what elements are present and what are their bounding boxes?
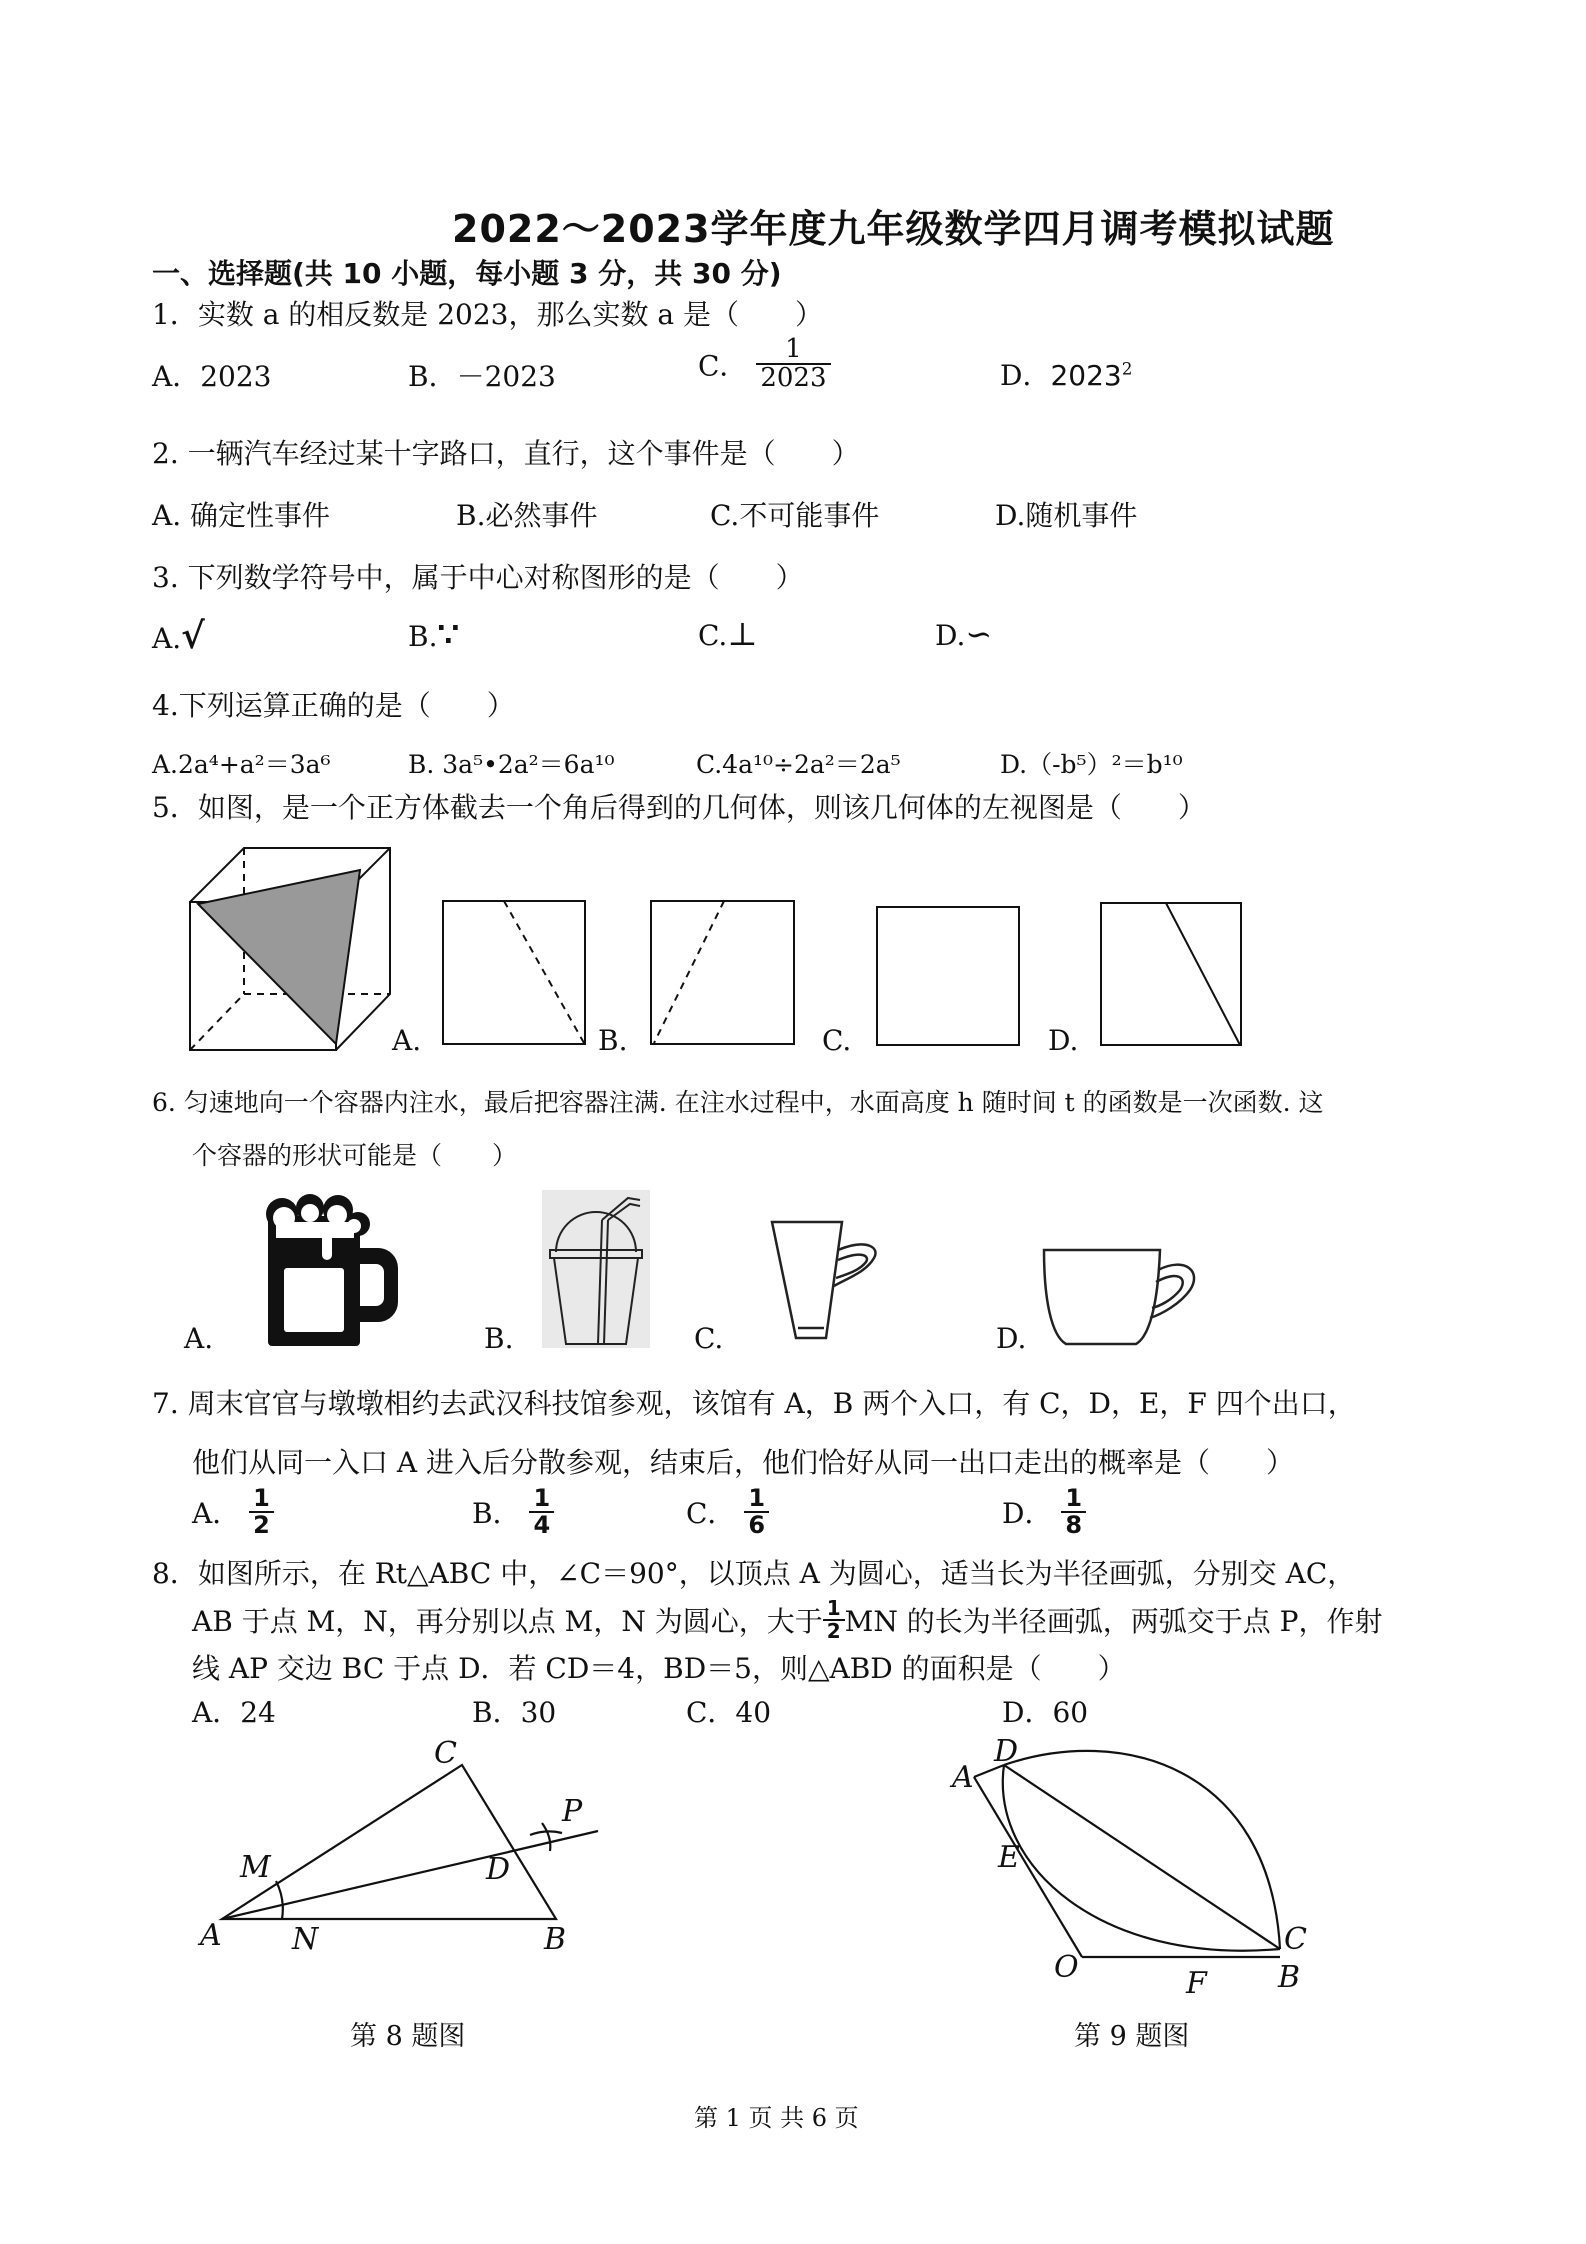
q7-c-fraction — [744, 1486, 769, 1538]
segment-dc — [1004, 1765, 1280, 1949]
q4-option-a: A.2a⁴+a²＝3a⁶ — [152, 750, 331, 779]
q4-stem: 4.下列运算正确的是（ ） — [152, 689, 515, 722]
beer-mug-icon — [262, 1196, 400, 1348]
because-symbol-icon: ∵ — [437, 615, 460, 655]
ray-ap — [222, 1831, 598, 1919]
q5-option-c: C. — [822, 1024, 852, 1057]
q7-a-denominator: 2 — [249, 1511, 274, 1538]
figure-9-caption: 第 9 题图 — [1074, 2021, 1190, 2052]
perpendicular-symbol-icon: ⊥ — [727, 615, 758, 653]
q7-d-fraction — [1061, 1486, 1086, 1538]
q6-option-a: A. — [184, 1322, 214, 1355]
q7-b-fraction — [529, 1486, 554, 1538]
q1-option-c-label: C． — [698, 349, 748, 383]
q2-option-c: C.不可能事件 — [710, 499, 880, 532]
arc-p2 — [530, 1831, 562, 1835]
cut-cube-figure — [188, 844, 398, 1054]
q6-option-d: D. — [996, 1322, 1027, 1355]
q3-option-a — [152, 615, 205, 657]
q8-stem-line1: 8．如图所示，在 Rt△ABC 中，∠C＝90°，以顶点 A 为圆心，适当长为半径画弧，分别交 AC， — [152, 1557, 1356, 1590]
q1-d-exponent: 2 — [1121, 358, 1133, 379]
q7-c-numerator: 1 — [748, 1484, 766, 1512]
arc-p1 — [542, 1823, 550, 1851]
q3-stem: 3. 下列数学符号中，属于中心对称图形的是（ ） — [152, 561, 804, 594]
q8-stem-line2-part2: MN 的长为半径画弧，两弧交于点 P，作射 — [844, 1605, 1383, 1638]
q2-option-d: D.随机事件 — [995, 499, 1138, 532]
q2-option-a: A. 确定性事件 — [152, 499, 331, 532]
q1-option-a: A．2023 — [152, 360, 272, 393]
q7-b-label: B． — [472, 1497, 521, 1531]
q5-option-a-view — [442, 900, 586, 1045]
q3-option-d — [935, 615, 992, 653]
fig9-label-a: A — [952, 1760, 974, 1795]
cube-hidden-edge — [190, 994, 244, 1050]
figure-8-triangle — [200, 1735, 610, 1970]
fig9-label-o: O — [1054, 1950, 1079, 1985]
q7-b-denominator: 4 — [529, 1511, 554, 1538]
q5-option-a: A. — [392, 1024, 422, 1057]
q7-c-label: C． — [686, 1497, 736, 1531]
q6-option-b: B. — [484, 1322, 514, 1355]
q6-option-c: C. — [694, 1322, 724, 1355]
fig8-label-n: N — [292, 1922, 319, 1957]
q7-stem-line2: 他们从同一入口 A 进入后分散参观，结束后，他们恰好从同一出口走出的概率是（ ） — [192, 1446, 1295, 1479]
q7-option-a — [192, 1486, 274, 1538]
q6-stem-line1: 6. 匀速地向一个容器内注水，最后把容器注满. 在注水过程中，水面高度 h 随时间 t 的函数是一次函数. 这 — [152, 1088, 1324, 1117]
fig8-label-p: P — [562, 1794, 583, 1829]
q8-option-a: A．24 — [192, 1696, 276, 1729]
fig8-label-d: D — [486, 1852, 511, 1887]
figure-9-arcs — [950, 1735, 1330, 2005]
figure-8-caption: 第 8 题图 — [350, 2021, 466, 2052]
q8-stem-line2-part1: AB 于点 M，N，再分别以点 M，N 为圆心，大于 — [192, 1605, 823, 1638]
q7-a-label: A． — [192, 1497, 241, 1531]
teacup-icon — [1042, 1244, 1198, 1348]
q8-stem-line2 — [192, 1598, 1382, 1642]
q4-option-b: B. 3a⁵•2a²＝6a¹⁰ — [408, 750, 615, 779]
q5-stem: 5．如图，是一个正方体截去一个角后得到的几何体，则该几何体的左视图是（ ） — [152, 791, 1206, 824]
q7-option-b — [472, 1486, 554, 1538]
q7-d-label: D． — [1002, 1497, 1053, 1531]
q1-stem: 1．实数 a 的相反数是 2023，那么实数 a 是（ ） — [152, 298, 823, 331]
plastic-cup-icon — [542, 1190, 650, 1348]
fig9-label-f: F — [1186, 1966, 1207, 2001]
fig8-label-b: B — [544, 1922, 567, 1957]
q2-stem: 2. 一辆汽车经过某十字路口，直行，这个事件是（ ） — [152, 437, 860, 470]
fig9-label-d: D — [994, 1734, 1019, 1769]
q8-half-fraction — [823, 1598, 845, 1642]
q1-option-d — [1000, 354, 1132, 394]
q7-stem-line1: 7. 周末官官与墩墩相约去武汉科技馆参观，该馆有 A，B 两个入口，有 C，D，E，F 四个出口， — [152, 1387, 1356, 1420]
q7-a-fraction — [249, 1486, 274, 1538]
q5-option-d: D. — [1048, 1024, 1079, 1057]
q8-option-c: C．40 — [686, 1696, 772, 1729]
fig9-label-c: C — [1284, 1922, 1307, 1957]
q6-stem-line2: 个容器的形状可能是（ ） — [192, 1141, 518, 1170]
segment-ao — [974, 1777, 1082, 1957]
page-title: 2022～2023学年度九年级数学四月调考模拟试题 — [452, 207, 1335, 251]
q7-a-numerator: 1 — [253, 1484, 270, 1512]
triangle-abc — [222, 1765, 556, 1919]
sqrt-symbol-icon: √ — [181, 615, 205, 657]
q7-c-denominator: 6 — [744, 1511, 769, 1538]
similar-symbol-icon: ∽ — [965, 615, 993, 653]
q1-c-denominator: 2023 — [756, 363, 830, 392]
q1-option-d-label: D． — [1000, 359, 1051, 392]
q7-d-numerator: 1 — [1065, 1484, 1083, 1512]
page-footer: 第 1 页 共 6 页 — [694, 2104, 859, 2132]
q7-option-c — [686, 1486, 769, 1538]
fig9-label-e: E — [998, 1840, 1020, 1875]
q8-stem-line3: 线 AP 交边 BC 于点 D．若 CD＝4，BD＝5，则△ABD 的面积是（ ） — [192, 1652, 1126, 1685]
q3-b-label: B. — [408, 620, 438, 653]
fig8-label-c: C — [434, 1736, 457, 1771]
q8-half-numerator: 1 — [826, 1596, 841, 1620]
q5-option-c-view — [876, 906, 1020, 1046]
q7-b-numerator: 1 — [533, 1484, 551, 1512]
q1-c-numerator: 1 — [785, 334, 802, 364]
tapered-cup-icon — [770, 1220, 882, 1348]
q5-option-b-view — [650, 900, 795, 1045]
q3-option-b — [408, 615, 459, 655]
q7-option-d — [1002, 1486, 1086, 1538]
fig8-label-a: A — [200, 1918, 222, 1953]
q1-option-b: B．－2023 — [408, 360, 556, 393]
arc-mn — [276, 1881, 283, 1919]
q3-option-c — [698, 615, 757, 653]
q7-d-denominator: 8 — [1061, 1511, 1086, 1538]
fig9-label-b: B — [1278, 1960, 1301, 1995]
q8-half-denominator: 2 — [823, 1619, 845, 1642]
q8-option-d: D．60 — [1002, 1696, 1089, 1729]
q1-d-base: 2023 — [1050, 359, 1122, 392]
q4-option-c: C.4a¹⁰÷2a²＝2a⁵ — [696, 750, 901, 779]
q3-d-label: D. — [935, 619, 966, 652]
q1-option-c — [698, 336, 831, 393]
q3-c-label: C. — [698, 619, 728, 652]
q3-a-label: A. — [152, 622, 182, 655]
q8-option-b: B．30 — [472, 1696, 557, 1729]
q1-option-c-fraction — [756, 336, 830, 393]
section-heading: 一、选择题(共 10 小题，每小题 3 分，共 30 分) — [152, 257, 782, 290]
q5-option-b: B. — [598, 1024, 628, 1057]
outer-arc — [1004, 1751, 1280, 1949]
q5-option-d-view — [1100, 902, 1242, 1046]
q2-option-b: B.必然事件 — [456, 499, 598, 532]
q4-option-d: D.（-b⁵）²＝b¹⁰ — [1000, 750, 1183, 779]
fig8-label-m: M — [240, 1850, 271, 1885]
